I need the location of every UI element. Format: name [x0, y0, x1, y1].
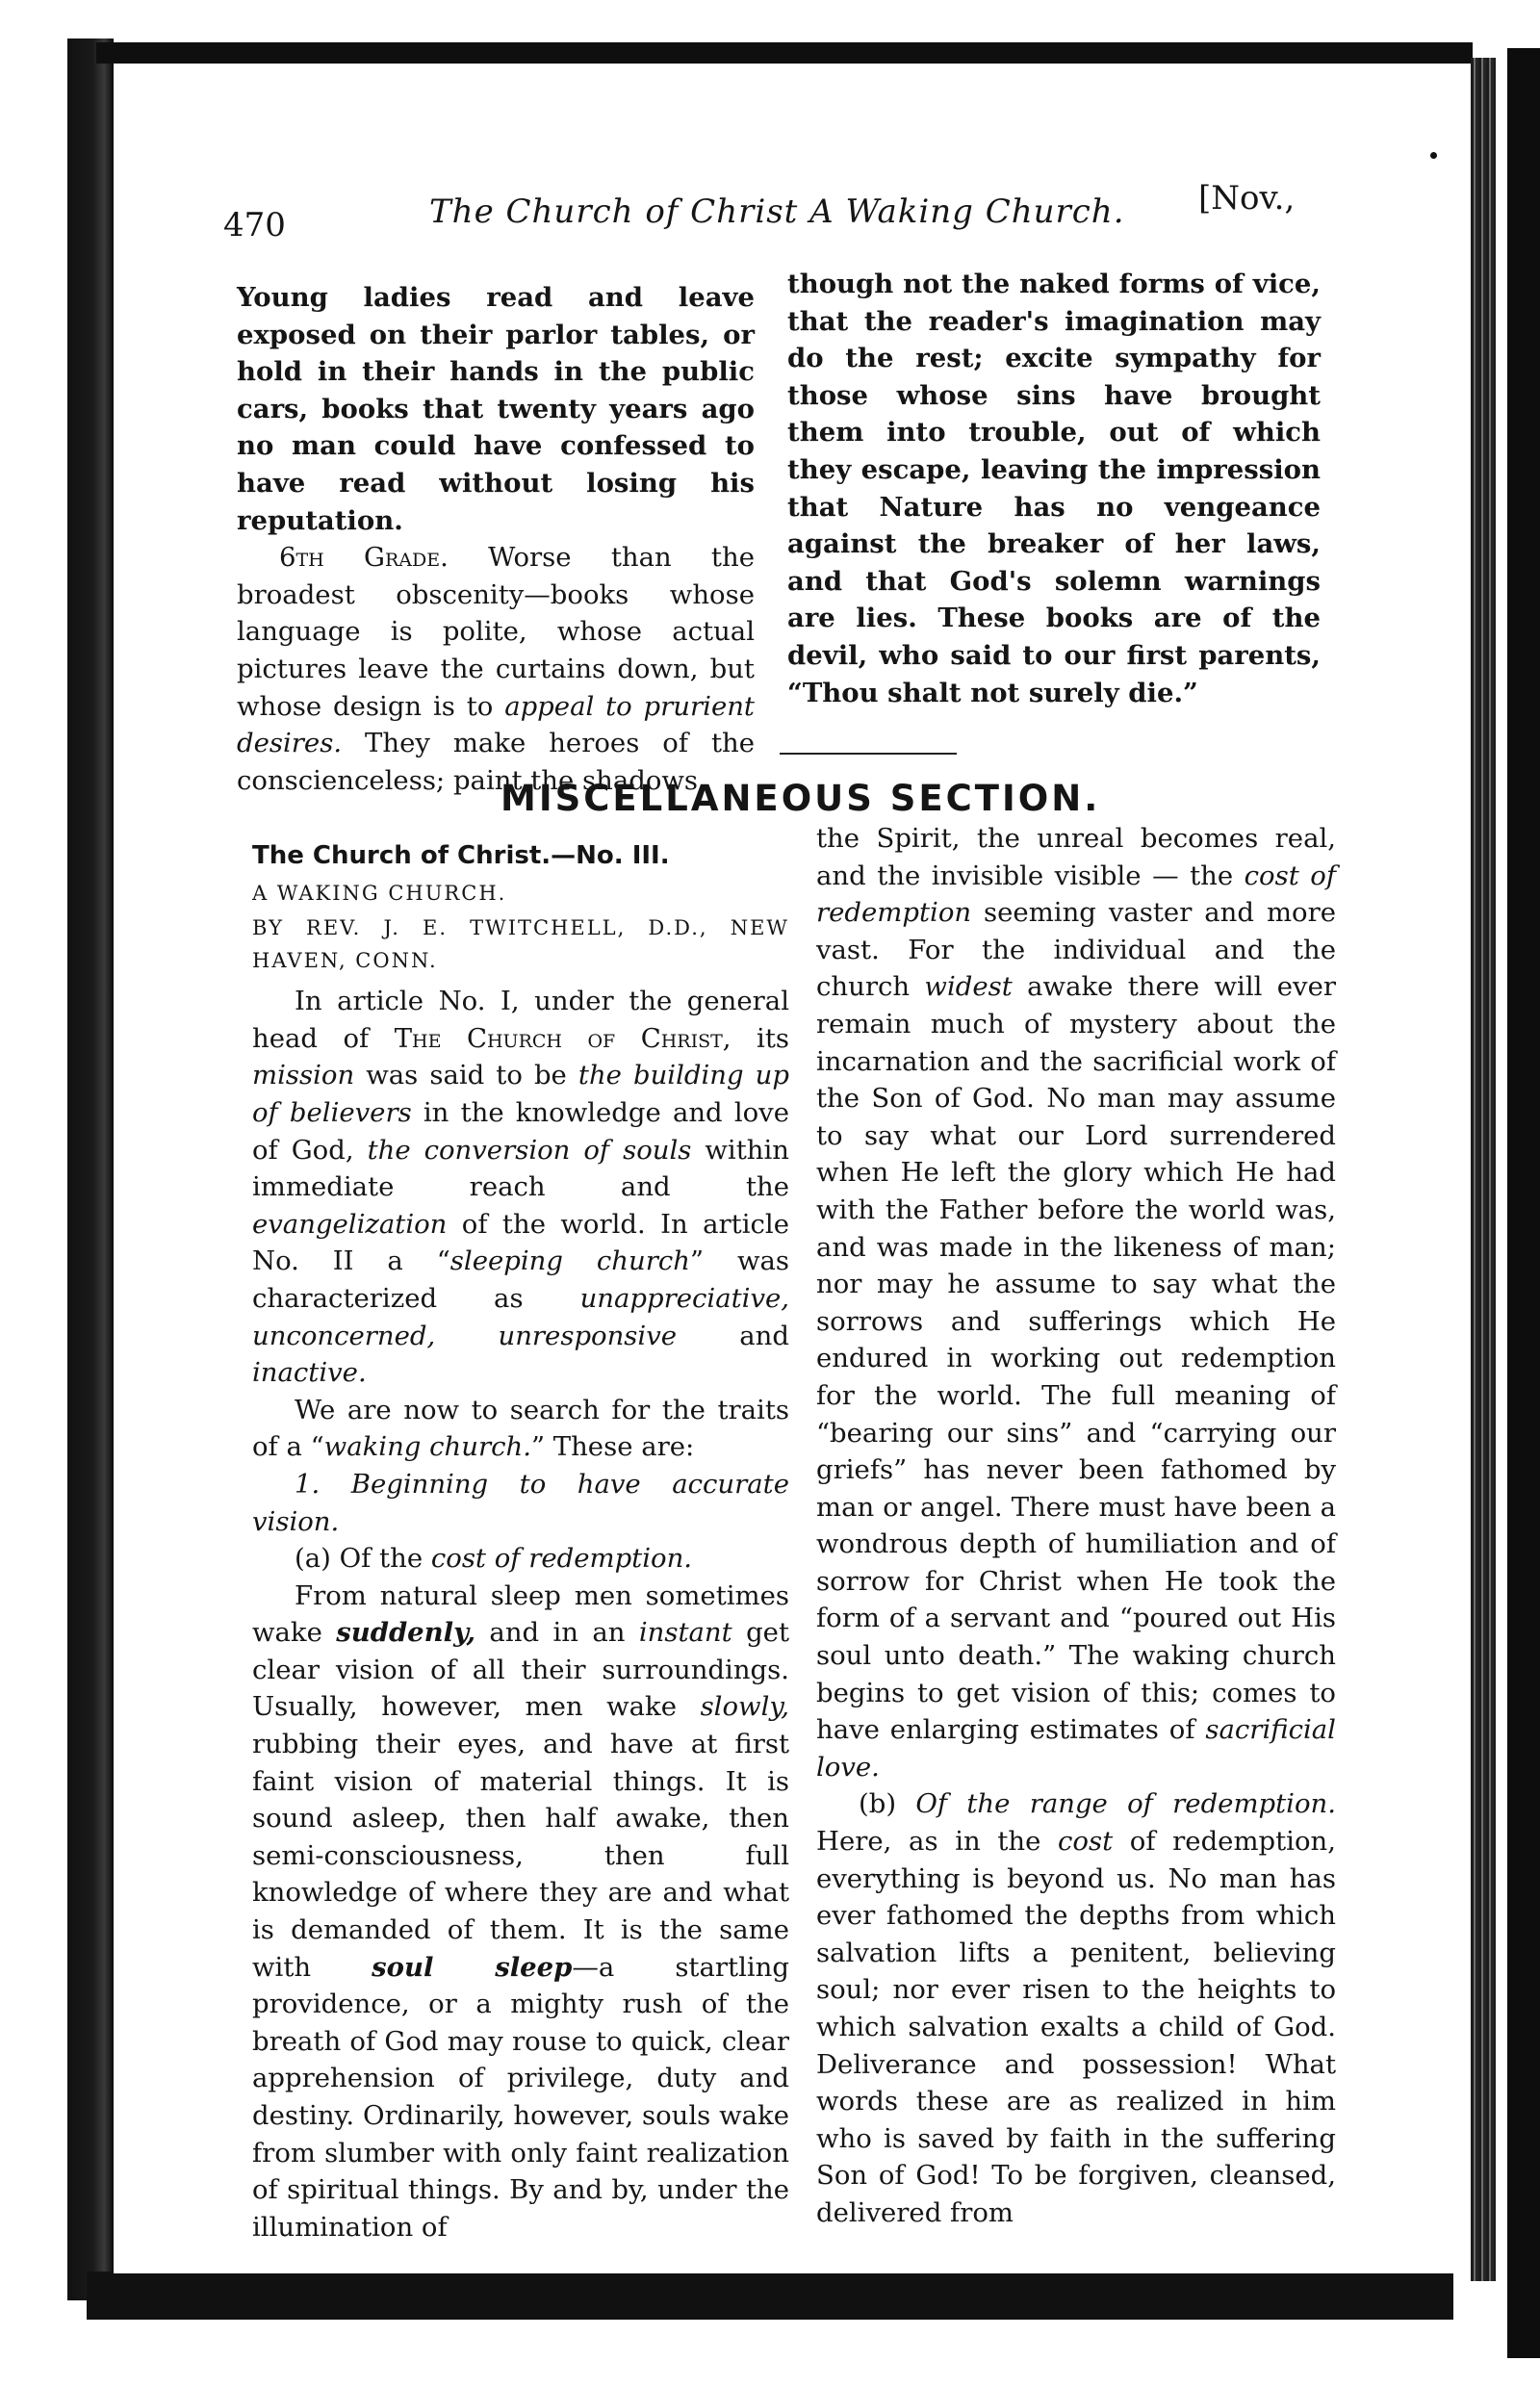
running-title: The Church of Christ A Waking Church.	[429, 192, 1125, 231]
binding-top-edge	[96, 42, 1473, 64]
article-subtitle: A WAKING CHURCH.	[252, 881, 507, 905]
paragraph: 1. Beginning to have accurate vision.	[252, 1468, 789, 1537]
next-page-edge	[1507, 48, 1540, 2358]
scan-margin-left	[0, 0, 67, 2387]
section-heading: MISCELLANEOUS SECTION.	[500, 778, 1101, 819]
paragraph: In article No. I, under the general head of The Church of Christ, its mission was said to be the building up of believers in the knowledge and love of God, the conversion of souls within immediate reach and the evangelization of the world. In article No. II a “sleeping church” was characterized as unappreciative, unconcerned, unresponsive and inactive.	[252, 986, 789, 1389]
paragraph: Young ladies read and leave exposed on their parlor tables, or hold in their hands in the public cars, books that twenty years ago no man could have confessed to have read without losing his reputation.	[237, 282, 755, 536]
ink-speck	[1430, 152, 1437, 159]
page-stack-edge	[1471, 58, 1496, 2281]
book-binding-edge	[67, 38, 114, 2300]
article-byline: BY REV. J. E. TWITCHELL, D.D., NEW HAVEN, CONN.	[252, 916, 789, 973]
right-column-article	[816, 820, 1336, 2232]
left-column-top	[237, 279, 755, 799]
running-date: [Nov.,	[1198, 179, 1296, 218]
paragraph: 6th Grade. Worse than the broadest obscenity—books whose language is polite, whose actual pictures leave the curtains down, but whose design is to appeal to prurient desires. They make heroes of the conscienceless; paint the shadows,	[237, 542, 755, 796]
paragraph: From natural sleep men sometimes wake suddenly, and in an instant get clear vision of all their surroundings. Usually, however, men wake slowly, rubbing their eyes, and have at first faint vision of material things. It is sound asleep, then half awake, then semi-consciousness, then full knowledge of where they are and what is demanded of them. It is the same with soul sleep—a startling providence, or a mighty rush of the breath of God may rouse to quick, clear apprehension of privilege, duty and destiny. Ordinarily, however, souls wake from slumber with only faint realization of spiritual things. By and by, under the illumination of	[252, 1579, 789, 2243]
page-number: 470	[223, 206, 286, 244]
binding-bottom-edge	[87, 2272, 1453, 2320]
left-column-article	[252, 837, 789, 2246]
paragraph: We are now to search for the traits of a “waking church.” These are:	[252, 1394, 789, 1463]
paragraph: the Spirit, the unreal becomes real, and the invisible visible — the cost of redemption seeming vaster and more vast. For the individual and the church widest awake there will ever remain much of mystery about the incarnation and the sacrificial work of the Son of God. No man may assume to say what our Lord surrendered when He left the glory which He had with the Father before the world was, and was made in the likeness of man; nor may he assume to say what the sorrows and sufferings which He endured in working out redemption for the world. The full meaning of “bearing our sins” and “carrying our griefs” has never been fathomed by man or angel. There must have been a wondrous depth of humiliation and of sorrow for Christ when He took the form of a servant and “poured out His soul unto death.” The waking church begins to get vision of this; comes to have enlarging estimates of sacrificial love.	[816, 823, 1336, 1783]
right-column-top	[787, 266, 1321, 711]
paragraph: though not the naked forms of vice, that the reader's imagination may do the rest; excite sympathy for those whose sins have brought them into trouble, out of which they escape, leaving the impression that Nature has no vengeance against the breaker of her laws, and that God's solemn warnings are lies. These books are of the devil, who said to our first parents, “Thou shalt not surely die.”	[787, 269, 1321, 708]
paragraph: (b) Of the range of redemption. Here, as in the cost of redemption, everything is beyond us. No man has ever fathomed the depths from which salvation lifts a penitent, believing soul; nor ever risen to the heights to which salvation exalts a child of God. Deliverance and possession! What words these are as realized in him who is saved by faith in the suffering Son of God! To be forgiven, cleansed, delivered from	[816, 1788, 1336, 2228]
section-divider	[780, 753, 957, 755]
paragraph: (a) Of the cost of redemption.	[295, 1543, 693, 1575]
article-title: The Church of Christ.—No. III.	[252, 841, 670, 870]
